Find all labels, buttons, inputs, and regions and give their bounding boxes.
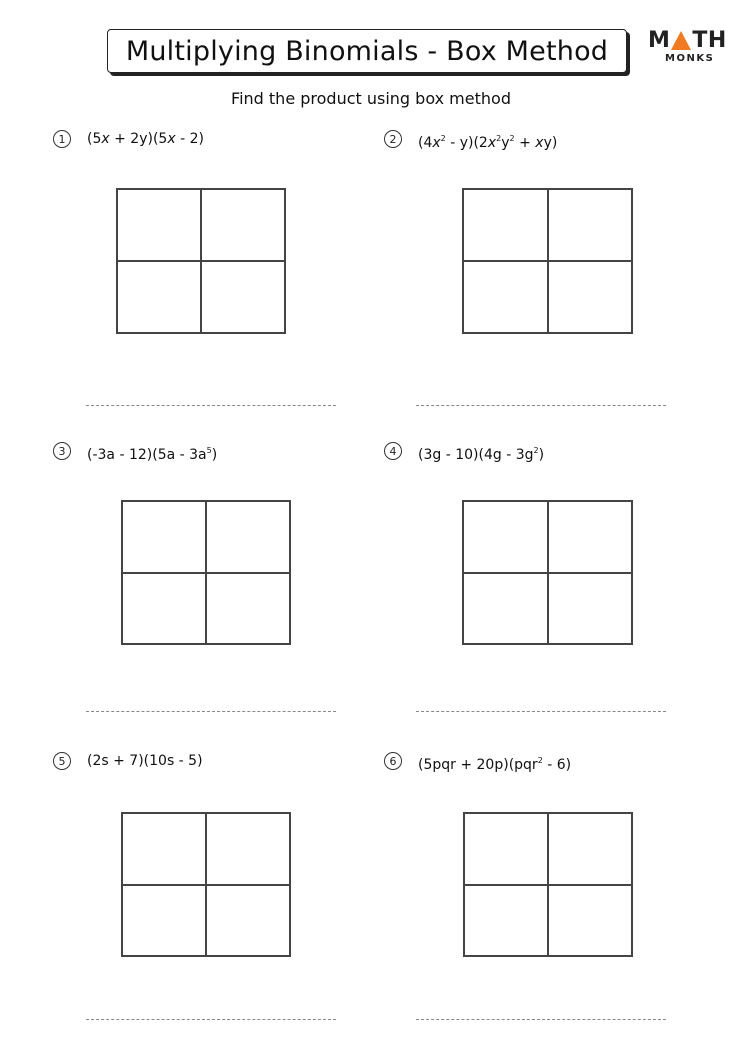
box-cell[interactable] xyxy=(463,573,548,645)
instructions: Find the product using box method xyxy=(231,89,511,108)
answer-line-1[interactable] xyxy=(86,405,336,406)
answer-box-2[interactable] xyxy=(462,188,633,334)
problem-expression: $(-3a - 12)(5a - 3a^5)$ xyxy=(87,446,218,463)
answer-line-3[interactable] xyxy=(86,711,336,712)
title-box xyxy=(107,29,627,73)
answer-box-1[interactable] xyxy=(116,188,286,334)
answer-box-3[interactable] xyxy=(121,500,291,645)
box-cell[interactable] xyxy=(463,501,548,573)
problem-expression: (2s + 7)(10s - 5) xyxy=(87,753,203,769)
problem-expression: (5pqr + 20p)(pqr$^2$ - 6) xyxy=(418,756,572,773)
problem-number: 6 xyxy=(384,752,402,770)
box-cell[interactable] xyxy=(548,885,632,957)
logo-subtext: MONKS xyxy=(665,53,715,64)
answer-line-4[interactable] xyxy=(416,711,666,712)
box-cell[interactable] xyxy=(463,189,548,261)
answer-line-2[interactable] xyxy=(416,405,666,406)
box-cell[interactable] xyxy=(117,261,201,333)
box-cell[interactable] xyxy=(206,573,290,645)
answer-box-5[interactable] xyxy=(121,812,291,957)
box-cell[interactable] xyxy=(117,189,201,261)
box-cell[interactable] xyxy=(206,885,290,957)
problem-expression: $(3g - 10)(4g - 3g^2)$ xyxy=(418,446,545,463)
answer-line-5[interactable] xyxy=(86,1019,336,1020)
problem-number: 5 xyxy=(53,752,71,770)
box-cell[interactable] xyxy=(464,885,548,957)
logo-text-left: M xyxy=(648,28,671,53)
triangle-icon xyxy=(671,31,691,50)
box-cell[interactable] xyxy=(548,813,632,885)
box-cell[interactable] xyxy=(122,501,206,573)
box-cell[interactable] xyxy=(122,813,206,885)
logo-text-right: TH xyxy=(692,28,727,53)
box-cell[interactable] xyxy=(548,501,633,573)
math-monks-logo xyxy=(648,28,727,64)
answer-box-4[interactable] xyxy=(462,500,633,645)
answer-line-6[interactable] xyxy=(416,1019,666,1020)
problem-expression: (5x + 2y)(5x - 2) xyxy=(87,131,204,147)
box-cell[interactable] xyxy=(548,189,633,261)
answer-box-6[interactable] xyxy=(463,812,633,957)
box-cell[interactable] xyxy=(201,261,285,333)
box-cell[interactable] xyxy=(122,573,206,645)
problem-number: 3 xyxy=(53,442,71,460)
box-cell[interactable] xyxy=(206,813,290,885)
logo-wordmark xyxy=(648,28,727,53)
box-cell[interactable] xyxy=(201,189,285,261)
problem-expression: $(4x^2 - y)(2x^2y^2 + xy)$ xyxy=(418,134,558,151)
box-cell[interactable] xyxy=(122,885,206,957)
page-title: Multiplying Binomials - Box Method xyxy=(125,35,609,67)
box-cell[interactable] xyxy=(548,573,633,645)
problem-number: 2 xyxy=(384,130,402,148)
problem-number: 1 xyxy=(53,130,71,148)
box-cell[interactable] xyxy=(463,261,548,333)
problem-number: 4 xyxy=(384,442,402,460)
box-cell[interactable] xyxy=(464,813,548,885)
box-cell[interactable] xyxy=(548,261,633,333)
box-cell[interactable] xyxy=(206,501,290,573)
